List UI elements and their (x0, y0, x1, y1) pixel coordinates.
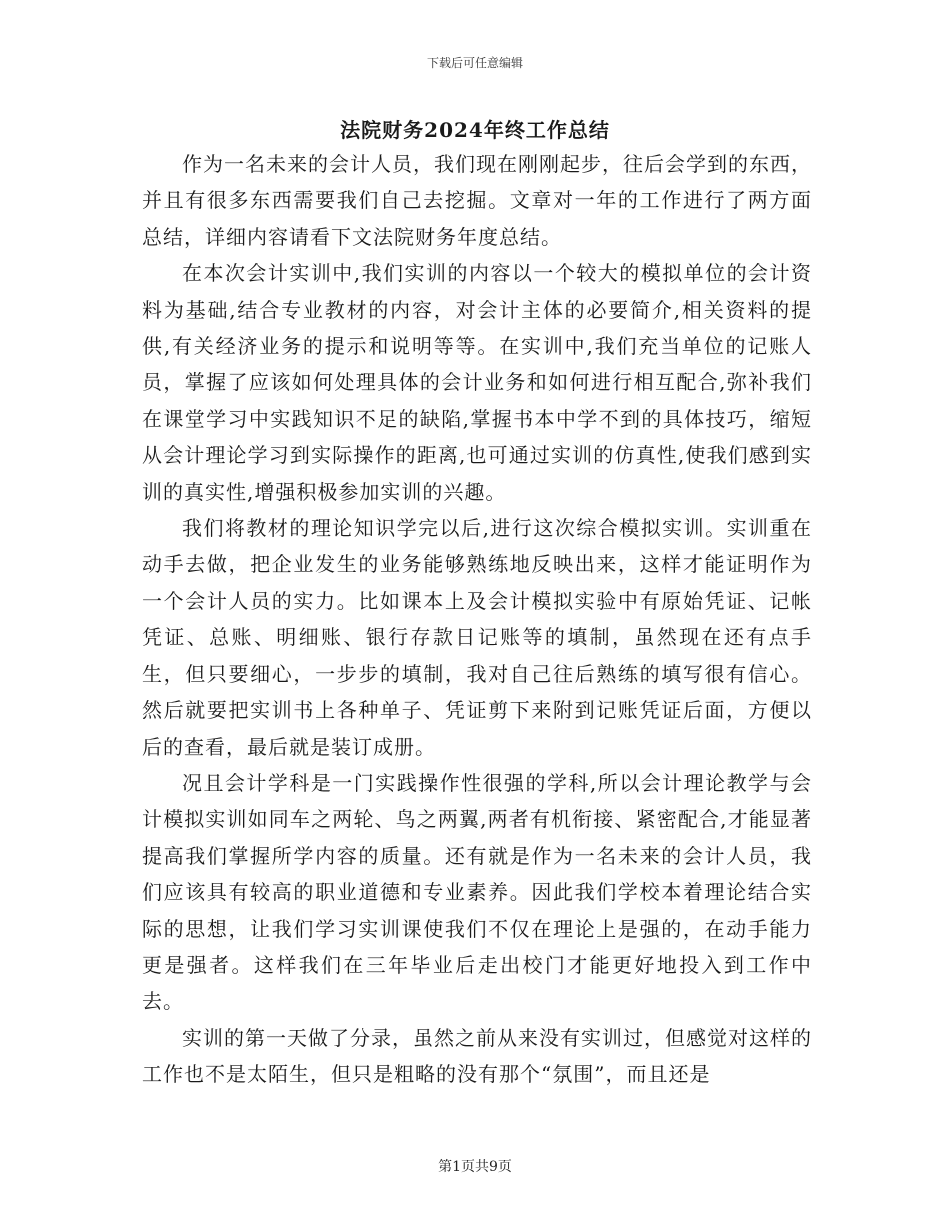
body-paragraph-4: 况且会计学科是一门实践操作性很强的学科,所以会计理论教学与会计模拟实训如同车之两轮、鸟之两翼,两者有机衔接、紧密配合,才能显著提高我们掌握所学内容的质量。还有就是作为一名未来的会计人员，我们应该具有较高的职业道德和专业素养。因此我们学校本着理论结合实际的思想，让我们学习实训课使我们不仅在理论上是强的，在动手能力更是强者。这样我们在三年毕业后走出校门才能更好地投入到工作中去。 (142, 770, 812, 1014)
document-body (142, 146, 812, 1093)
body-paragraph-5: 实训的第一天做了分录，虽然之前从来没有实训过，但感觉对这样的工作也不是太陌生，但只是粗略的没有那个“氛围”，而且还是 (142, 1025, 812, 1087)
page-header-note: 下载后可任意编辑 (426, 56, 523, 70)
body-paragraph-1: 作为一名未来的会计人员，我们现在刚刚起步，往后会学到的东西，并且有很多东西需要我们自己去挖掘。文章对一年的工作进行了两方面总结，详细内容请看下文法院财务年度总结。 (142, 152, 812, 249)
document-title: 法院财务2024年终工作总结 (340, 118, 610, 142)
body-paragraph-3: 我们将教材的理论知识学完以后,进行这次综合模拟实训。实训重在动手去做，把企业发生的业务能够熟练地反映出来，这样才能证明作为一个会计人员的实力。比如课本上及会计模拟实验中有原始凭证、记帐凭证、总账、明细账、银行存款日记账等的填制，虽然现在还有点手生，但只要细心，一步步的填制，我对自己往后熟练的填写很有信心。然后就要把实训书上各种单子、凭证剪下来附到记账凭证后面，方便以后的查看，最后就是装订成册。 (142, 516, 812, 759)
page-number-footer: 第1页共9页 (438, 1159, 512, 1175)
body-paragraph-2: 在本次会计实训中,我们实训的内容以一个较大的模拟单位的会计资料为基础,结合专业教材的内容，对会计主体的必要简介,相关资料的提供,有关经济业务的提示和说明等等。在实训中,我们充当单位的记账人员，掌握了应该如何处理具体的会计业务和如何进行相互配合,弥补我们在课堂学习中实践知识不足的缺陷,掌握书本中学不到的具体技巧，缩短从会计理论学习到实际操作的距离,也可通过实训的仿真性,使我们感到实训的真实性,增强积极参加实训的兴趣。 (142, 261, 812, 504)
